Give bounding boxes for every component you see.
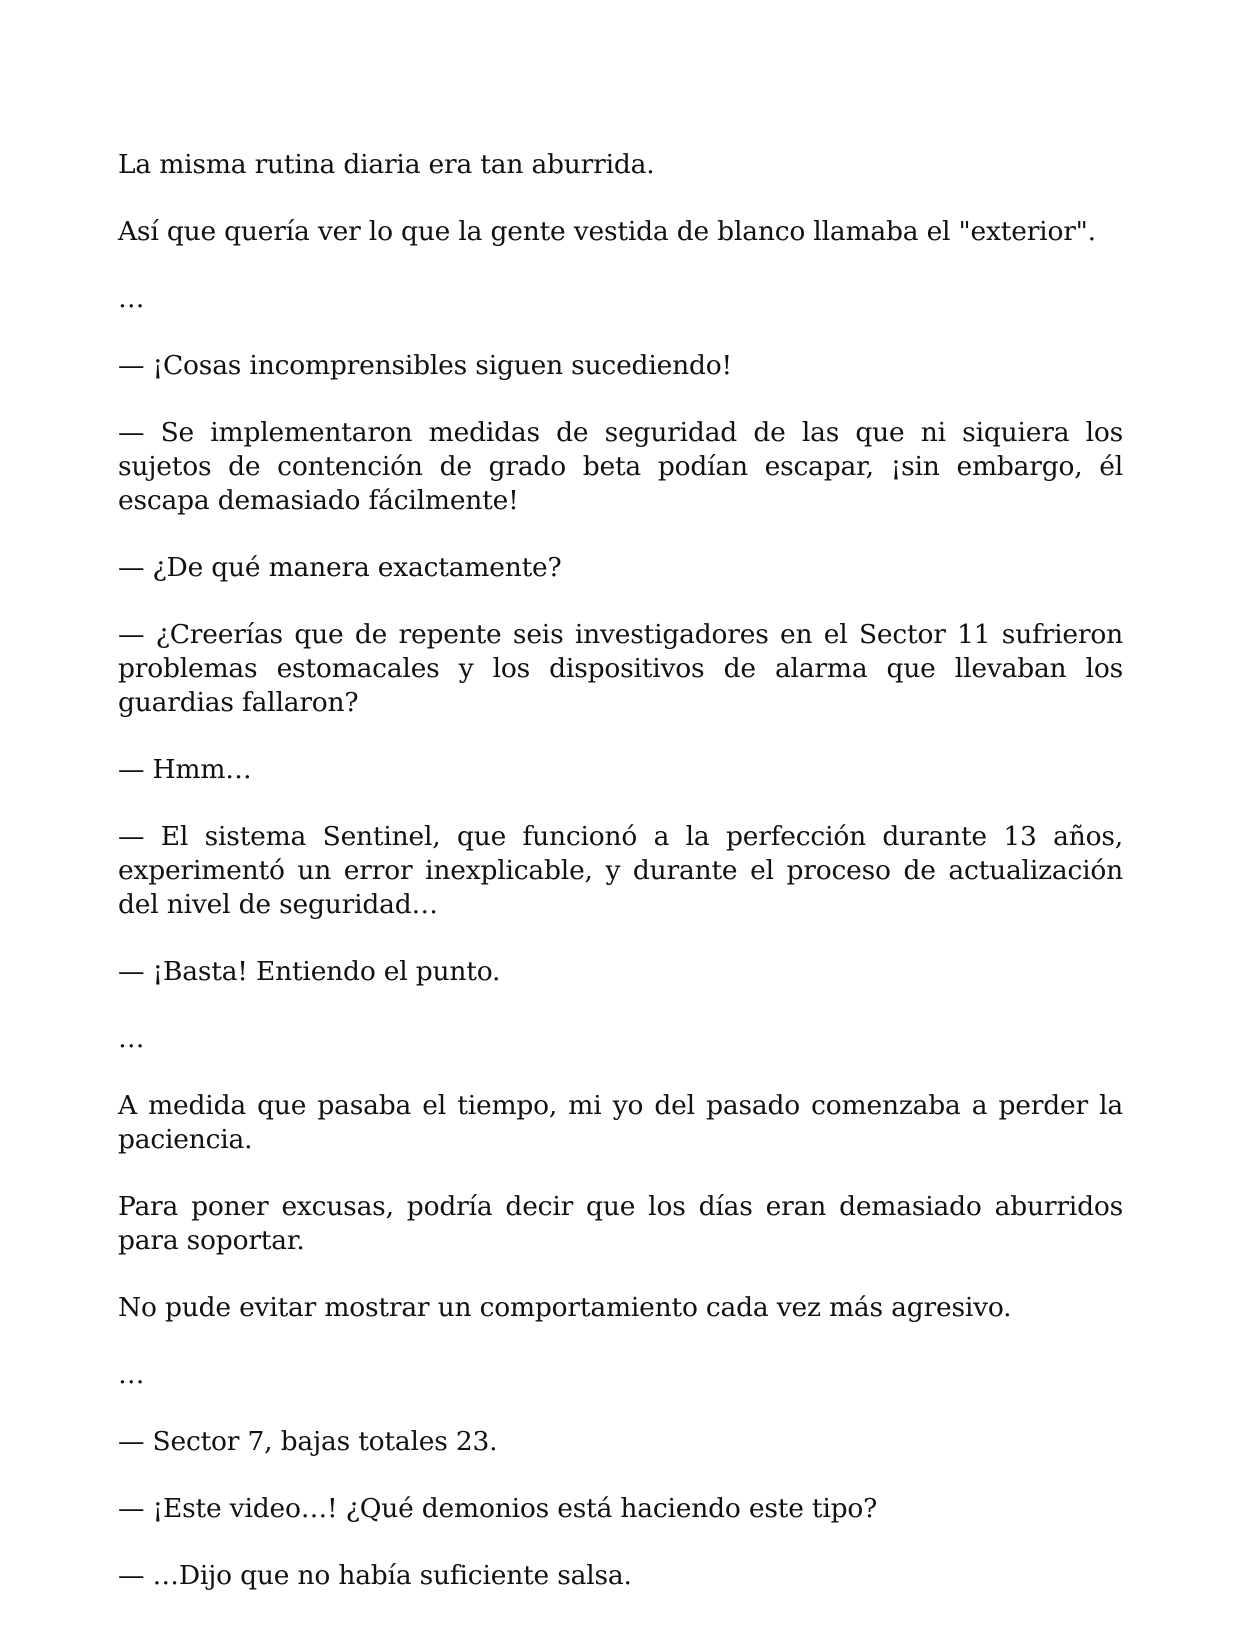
dialogue-4: — ¿Creerías que de repente seis investigadores en el Sector 11 sufrieron problemas estomacales y los dispositivos de alarma que llevaban los guardias fallaron? [118, 619, 1123, 718]
scene-break-3: … [118, 1359, 145, 1390]
dialogue-7: — ¡Basta! Entiendo el punto. [118, 956, 501, 987]
dialogue-2: — Se implementaron medidas de seguridad de las que ni siquiera los sujetos de contención de grado beta podían escapar, ¡sin embargo, él escapa demasiado fácilmente! [118, 417, 1123, 516]
dialogue-8: — Sector 7, bajas totales 23. [118, 1426, 498, 1457]
document-page [118, 148, 1123, 1626]
dialogue-5: — Hmm… [118, 754, 252, 785]
paragraph-5: No pude evitar mostrar un comportamiento cada vez más agresivo. [118, 1292, 1012, 1323]
dialogue-9: — ¡Este video…! ¿Qué demonios está haciendo este tipo? [118, 1493, 878, 1524]
paragraph-4: Para poner excusas, podría decir que los días eran demasiado aburridos para soportar. [118, 1191, 1123, 1256]
dialogue-6: — El sistema Sentinel, que funcionó a la perfección durante 13 años, experimentó un error inexplicable, y durante el proceso de actualización del nivel de seguridad… [118, 821, 1123, 920]
paragraph-1: La misma rutina diaria era tan aburrida. [118, 149, 655, 180]
scene-break-1: … [118, 283, 145, 314]
dialogue-1: — ¡Cosas incomprensibles siguen sucediendo! [118, 350, 732, 381]
dialogue-3: — ¿De qué manera exactamente? [118, 552, 562, 583]
scene-break-2: … [118, 1023, 145, 1054]
paragraph-2: Así que quería ver lo que la gente vestida de blanco llamaba el "exterior". [118, 216, 1096, 247]
paragraph-3: A medida que pasaba el tiempo, mi yo del pasado comenzaba a perder la paciencia. [118, 1090, 1123, 1155]
dialogue-10: — …Dijo que no había suficiente salsa. [118, 1560, 632, 1591]
